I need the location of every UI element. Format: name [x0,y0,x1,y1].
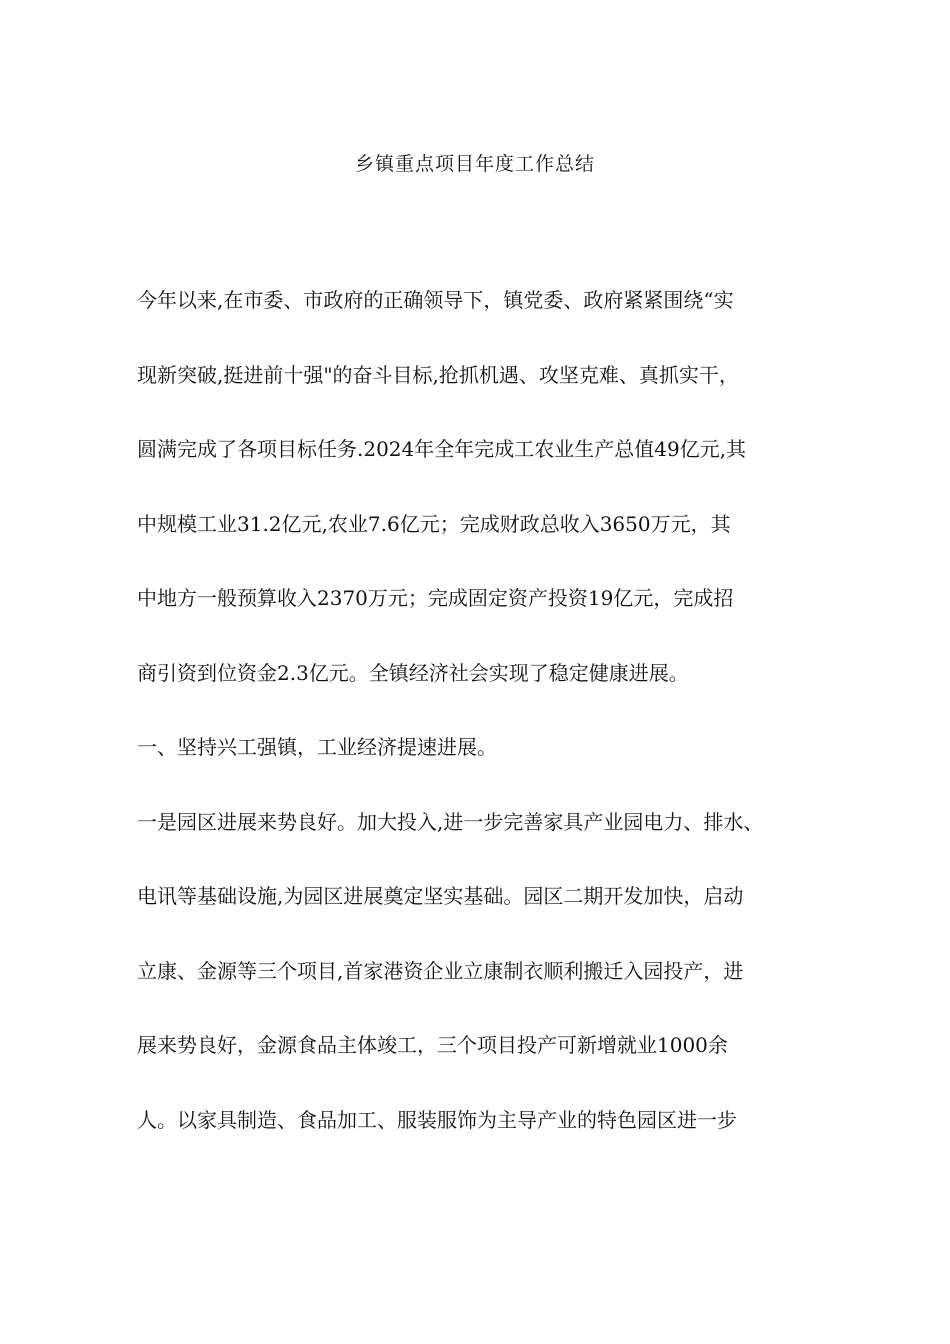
paragraph-line: 立康、金源等三个项目,首家港资企业立康制衣顺利搬迁入园投产，进 [137,959,744,983]
paragraph-line: 电讯等基础设施,为园区进展奠定坚实基础。园区二期开发加快，启动 [137,884,744,908]
section-heading: 一、坚持兴工强镇，工业经济提速进展。 [137,735,497,759]
paragraph-line: 展来势良好，金源食品主体竣工，三个项目投产可新增就业1000余 [137,1033,728,1057]
document-title: 乡镇重点项目年度工作总结 [354,153,595,175]
paragraph-line: 人。以家具制造、食品加工、服装服饰为主导产业的特色园区进一步 [137,1108,737,1132]
paragraph-line: 今年以来,在市委、市政府的正确领导下，镇党委、政府紧紧围绕“实 [137,288,734,312]
paragraph-line: 圆满完成了各项目标任务.2024年全年完成工农业生产总值49亿元,其 [137,437,747,461]
paragraph-line: 中地方一般预算收入2370万元；完成固定资产投资19亿元，完成招 [137,586,734,610]
paragraph-line: 中规模工业31.2亿元,农业7.6亿元；完成财政总收入3650万元，其 [137,512,731,536]
paragraph-line: 商引资到位资金2.3亿元。全镇经济社会实现了稳定健康进展。 [137,661,689,685]
paragraph-line: 一是园区进展来势良好。加大投入,进一步完善家具产业园电力、排水、 [137,810,764,834]
paragraph-line: 现新突破,挺进前十强"的奋斗目标,抢抓机遇、攻坚克难、真抓实干， [137,363,739,387]
